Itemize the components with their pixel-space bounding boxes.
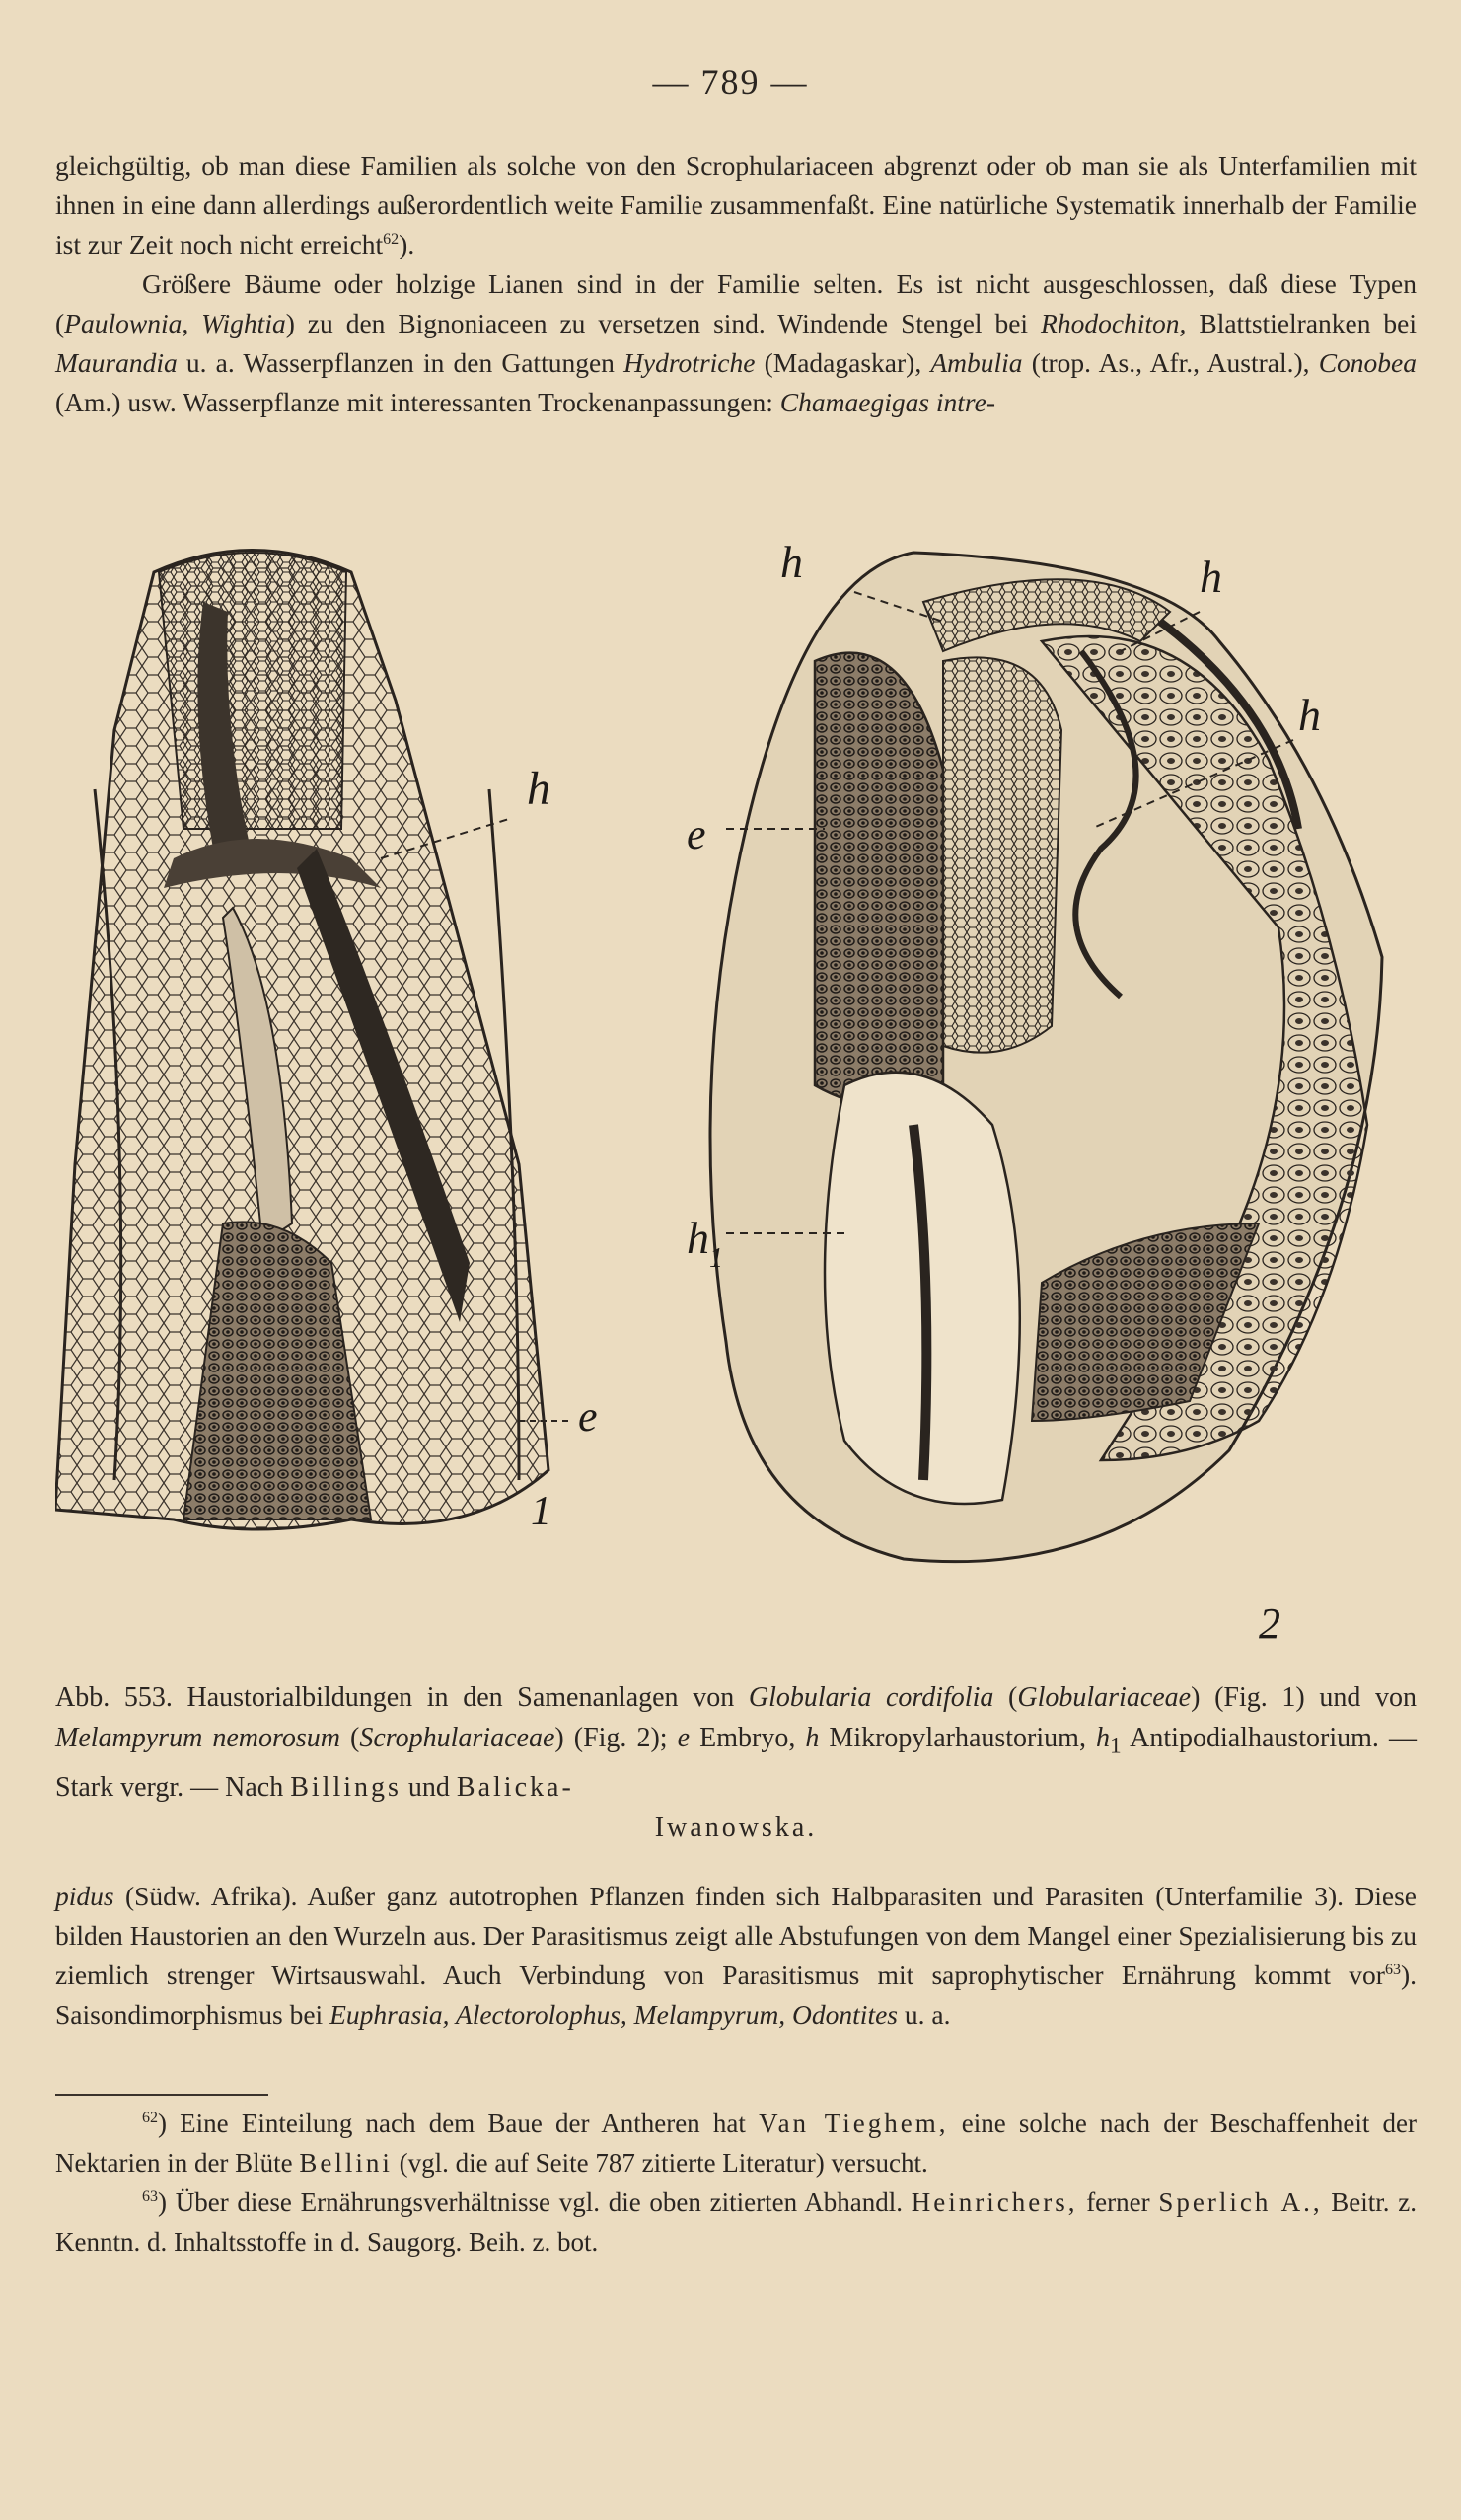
label-h1-letter: h (687, 1213, 709, 1263)
caption-text: ) (Fig. 2); (554, 1723, 678, 1753)
label-h-fig1: h (527, 763, 550, 815)
p3-text: ). Saisondimorphismus bei (55, 1960, 1417, 2030)
caption-symbol: h (1096, 1723, 1110, 1753)
p2-taxon: Conobea (1318, 347, 1417, 378)
page-number: — 789 — (652, 62, 809, 102)
footnote-author: Van Tieghem, (759, 2109, 949, 2138)
footnote-text: ) Über diese Ernährungsverhältnisse vgl. die oben zitierten Abhandl. (158, 2187, 912, 2217)
label-h-top: h (780, 537, 803, 587)
p2-taxon: Rhodochiton, (1041, 308, 1187, 338)
footnote-62 (55, 2104, 1417, 2183)
paragraph-3 (55, 1877, 1417, 2035)
caption-symbol: e (677, 1723, 691, 1753)
paragraph-2 (55, 264, 1417, 422)
footnote-63 (55, 2183, 1417, 2261)
caption-author-last: Iwanowska. (654, 1812, 818, 1843)
footnote-62-number: 62 (142, 2110, 158, 2126)
footnote-ref-62: 62 (383, 231, 400, 248)
caption-text: Antipodialhaustorium. — Stark vergr. — Nach (55, 1723, 1417, 1803)
footnote-text: ferner (1077, 2187, 1159, 2217)
label-e-fig1: e (578, 1392, 598, 1441)
caption-text: und (401, 1771, 457, 1803)
footnotes (55, 2104, 1417, 2261)
fig1-globularia-ovule (55, 551, 598, 1535)
p2-text: u. a. Wasserpflanzen in den Gattungen (177, 347, 624, 378)
paragraph-1-end: ). (399, 229, 415, 259)
caption-author: Balicka- (456, 1771, 574, 1803)
caption-text: ) (Fig. 1) und von (1191, 1682, 1418, 1713)
label-e-fig2: e (687, 810, 706, 858)
p2-taxon: Paulownia, Wightia (64, 308, 286, 338)
caption-symbol: h (805, 1723, 820, 1753)
caption-author: Billings (290, 1771, 402, 1803)
caption-taxon: Globulariaceae (1017, 1682, 1192, 1713)
footnote-text: (vgl. die auf Seite 787 zitierte Literatur) versucht. (392, 2148, 928, 2178)
caption-text: ( (993, 1682, 1018, 1713)
caption-taxon: Scrophulariaceae (359, 1723, 555, 1753)
p2-text: Blattstielranken bei (1186, 308, 1418, 338)
label-h-right-2: h (1298, 690, 1321, 740)
label-h1-subscript: 1 (709, 1243, 723, 1274)
p3-taxon: pidus (55, 1881, 114, 1911)
footnote-text: eine solche nach der Beschaffenheit der Nektarien in der Blüte (55, 2109, 1417, 2178)
footnote-text: Beitr. z. Kenntn. d. Inhaltsstoffe in d. Saugorg. Beih. z. bot. (55, 2187, 1417, 2257)
caption-taxon: Melampyrum nemorosum (55, 1723, 340, 1753)
paragraph-1-text: gleichgültig, ob man diese Familien als solche von den Scrophulariaceen abgrenzt oder ob man sie als Unterfamilien mit ihnen in eine dann allerdings außerordentlich weite Familie zusammenfaßt. Eine natürliche Systematik innerhalb der Familie ist zur Zeit noch nicht erreicht (55, 150, 1417, 259)
caption-text: ( (339, 1723, 360, 1753)
footnote-author: Sperlich A., (1158, 2187, 1323, 2217)
paragraph-1 (55, 146, 1417, 264)
figure-caption (55, 1677, 1417, 1848)
fig2-melampyrum-ovule (687, 537, 1382, 1648)
footnote-author: Bellini (299, 2148, 393, 2178)
p2-text: Größere Bäume oder holzige Lianen sind in der Familie selten. Es ist nicht ausgeschlossen, daß diese Typen ( (55, 268, 1417, 338)
caption-subscript: 1 (1110, 1733, 1122, 1759)
label-h-right-1: h (1200, 552, 1222, 602)
footnote-ref-63: 63 (1384, 1962, 1401, 1978)
p2-text: (trop. As., Afr., Austral.), (1022, 347, 1319, 378)
footnote-text: ) Eine Einteilung nach dem Baue der Antheren hat (158, 2109, 760, 2138)
body-text-bottom (55, 1877, 1417, 2035)
p3-text: (Südw. Afrika). Außer ganz autotrophen Pflanzen finden sich Halbparasiten und Parasiten (Unterfamilie 3). Diese bilden Haustorien an den Wurzeln aus. Der Parasitismus zeigt alle Abstufungen von dem Mangel einer Spezialisierung bis zu ziemlich strenger Wirtsauswahl. Auch Verbindung von Parasitismus mit saprophytischer Ernährung kommt vor (55, 1881, 1417, 1990)
p3-taxon: Euphrasia, Alectorolophus, Melampyrum, Odontites (329, 1999, 898, 2030)
p2-taxon: Maurandia (55, 347, 178, 378)
p2-taxon: Hydrotriche (623, 347, 756, 378)
p2-text: (Am.) usw. Wasserpflanze mit interessanten Trockenanpassungen: (55, 387, 780, 417)
caption-text: Embryo, (690, 1723, 806, 1753)
caption-taxon: Globularia cordifolia (748, 1682, 994, 1713)
footnote-divider (55, 2094, 268, 2096)
footnote-author: Heinrichers, (911, 2187, 1078, 2217)
body-text-top (55, 146, 1417, 422)
p2-taxon: Chamaegigas intre- (779, 387, 995, 417)
p2-taxon: Ambulia (930, 347, 1023, 378)
botanical-illustration (55, 533, 1417, 1677)
p3-text: u. a. (898, 1999, 951, 2030)
label-fig1-number: 1 (531, 1489, 551, 1534)
label-fig2-number: 2 (1259, 1599, 1280, 1648)
figure-553 (55, 533, 1417, 1677)
p2-text: (Madagaskar), (755, 347, 931, 378)
p2-text: ) zu den Bignoniaceen zu versetzen sind. Windende Stengel bei (285, 308, 1042, 338)
caption-text: Mikropylarhaustorium, (819, 1723, 1096, 1753)
footnote-63-number: 63 (142, 2188, 158, 2205)
caption-text: Abb. 553. Haustorialbildungen in den Samenanlagen von (55, 1682, 749, 1713)
